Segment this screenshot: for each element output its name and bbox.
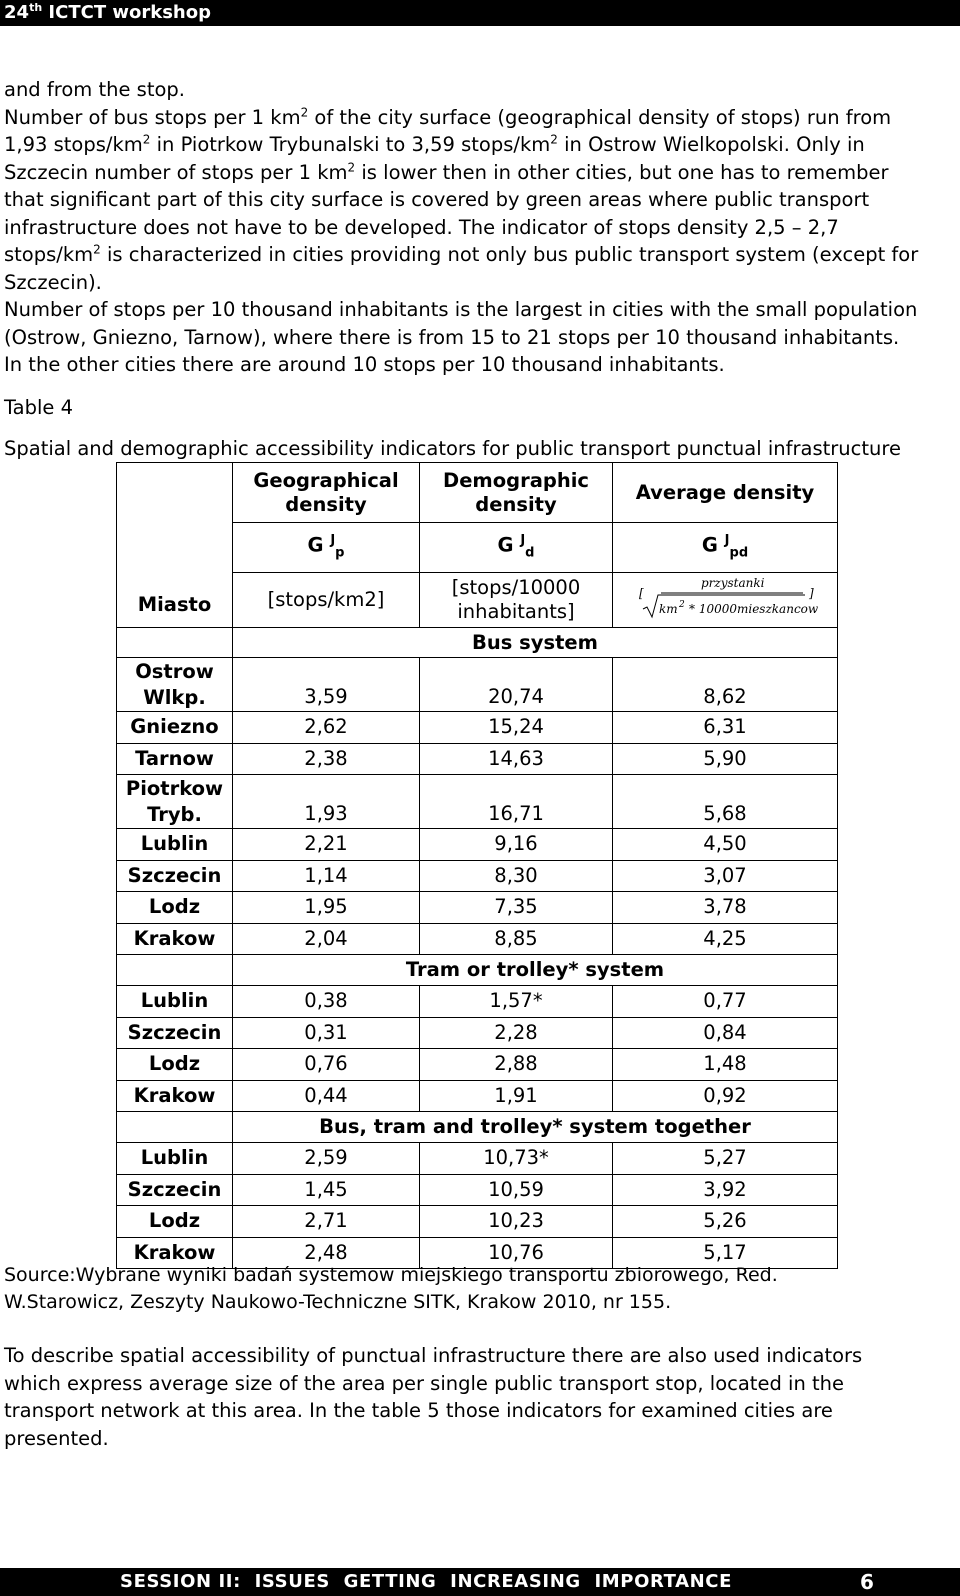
city-cell: Krakow [117,1237,233,1269]
col-header-average: Average density [613,463,838,523]
average-density-cell: 5,90 [613,743,838,775]
table-row [117,1174,838,1206]
workshop-title: ICTCT workshop [42,2,211,23]
section-spacer-cell [117,1112,233,1143]
demographic-density-cell: 1,57* [420,986,613,1018]
city-header: Miasto [137,593,212,616]
text-line: (Ostrow, Gniezno, Tarnow), where there is from 15 to 21 stops per 10 thousand inhabitants. [4,325,900,349]
symbol-gp: G $^J_p$ [233,523,420,573]
unit-stops-km2: [stops/km2] [233,573,420,628]
city-header-cell [117,463,233,628]
section-spacer-cell [117,628,233,658]
demographic-density-cell: 8,30 [420,860,613,892]
city-cell: Krakow [117,923,233,955]
section-row [117,628,838,658]
page-header [0,0,960,26]
geographical-density-cell: 2,21 [233,829,420,861]
section-row [117,955,838,986]
city-cell: Szczecin [117,860,233,892]
average-density-cell: 8,62 [613,658,838,712]
symbol-gpd: G $^J_{pd}$ [613,523,838,573]
demographic-density-cell: 10,73* [420,1143,613,1175]
table-row [117,923,838,955]
session-title: SESSION II: ISSUES GETTING INCREASING IMPORTANCE [120,1571,732,1592]
geographical-density-cell: 3,59 [233,658,420,712]
demographic-density-cell: 10,76 [420,1237,613,1269]
text-line: transport network at this area. In the table 5 those indicators for examined cities are [4,1399,833,1422]
city-cell: Lublin [117,829,233,861]
demographic-density-cell: 14,63 [420,743,613,775]
average-density-cell: 0,84 [613,1017,838,1049]
average-density-cell: 0,77 [613,986,838,1018]
section-row [117,1112,838,1143]
table-row [117,658,838,712]
text-line: Number of bus stops per 1 $km^2$ of the city surface (geographical density of stops) run from [4,105,892,129]
demographic-density-cell: 15,24 [420,712,613,744]
city-cell: Szczecin [117,1017,233,1049]
geographical-density-cell: 2,38 [233,743,420,775]
geographical-density-cell: 1,95 [233,892,420,924]
text-line: 1,93 stops/$km^2$ in Piotrkow Trybunalski to 3,59 stops/$km^2$ in Ostrow Wielkopolski. Only in [4,132,865,156]
table-row [117,829,838,861]
table-row [117,1080,838,1112]
average-density-cell: 5,17 [613,1237,838,1269]
geographical-density-cell: 1,14 [233,860,420,892]
geographical-density-cell: 0,38 [233,986,420,1018]
page-footer [0,1568,960,1596]
unit-stops-inhabitants: [stops/10000 inhabitants] [420,573,613,628]
formula-open-bracket: [ [639,586,644,600]
city-cell: Szczecin [117,1174,233,1206]
demographic-density-cell: 10,59 [420,1174,613,1206]
symbol-gd: G $^J_d$ [420,523,613,573]
text-line: Szczecin number of stops per 1 $km^2$ is lower then in other cities, but one has to remember [4,160,889,184]
city-cell: Lodz [117,1049,233,1081]
table-label: Table 4 [4,396,74,419]
text-line: stops/$km^2$ is characterized in cities providing not only bus public transport system (except for [4,242,919,266]
formula-denominator-km: km [659,602,678,616]
demographic-density-cell: 2,28 [420,1017,613,1049]
city-cell: Lublin [117,986,233,1018]
paragraph-stops-density [4,76,949,379]
text-line: presented. [4,1426,109,1450]
source-line-2: W.Starowicz, Zeszyty Naukowo-Techniczne SITK, Krakow 2010, nr 155. [4,1291,672,1313]
geographical-density-cell: 0,44 [233,1080,420,1112]
geographical-density-cell: 2,59 [233,1143,420,1175]
geographical-density-cell: 1,45 [233,1174,420,1206]
table-row [117,1049,838,1081]
geographical-density-cell: 2,62 [233,712,420,744]
average-density-cell: 5,27 [613,1143,838,1175]
demographic-density-cell: 7,35 [420,892,613,924]
table-row [117,1143,838,1175]
demographic-density-cell: 8,85 [420,923,613,955]
table-row [117,743,838,775]
city-cell: Piotrkow Tryb. [117,775,233,829]
formula-denominator-rest: * 10000mieszkancow [689,602,819,616]
average-density-cell: 0,92 [613,1080,838,1112]
demographic-density-cell: 16,71 [420,775,613,829]
average-density-cell: 5,68 [613,775,838,829]
text-line: Szczecin). [4,270,102,294]
average-density-cell: 4,25 [613,923,838,955]
geographical-density-cell: 1,93 [233,775,420,829]
table-row [117,892,838,924]
city-cell: Krakow [117,1080,233,1112]
table-row [117,712,838,744]
workshop-number-suffix: th [29,1,43,14]
text-line: Number of stops per 10 thousand inhabitants is the largest in cities with the small population [4,298,918,321]
indicators-table [116,462,838,1269]
city-cell: Ostrow Wlkp. [117,658,233,712]
workshop-number: 24 [4,2,30,23]
section-title: Bus, tram and trolley* system together [233,1112,838,1143]
average-density-cell: 5,26 [613,1206,838,1238]
demographic-density-cell: 20,74 [420,658,613,712]
city-cell: Lodz [117,1206,233,1238]
average-density-cell: 3,78 [613,892,838,924]
table-row [117,1206,838,1238]
table-row [117,1017,838,1049]
text-line: To describe spatial accessibility of punctual infrastructure there are also used indicators [4,1344,863,1367]
average-density-cell: 6,31 [613,712,838,744]
text-line: In the other cities there are around 10 stops per 10 thousand inhabitants. [4,353,725,376]
paragraph-spatial-accessibility [4,1342,949,1452]
demographic-density-cell: 9,16 [420,829,613,861]
col-header-demographic: Demographic density [420,463,613,523]
section-title: Tram or trolley* system [233,955,838,986]
demographic-density-cell: 10,23 [420,1206,613,1238]
formula-denominator-sup: 2 [679,600,685,610]
demographic-density-cell: 1,91 [420,1080,613,1112]
geographical-density-cell: 2,04 [233,923,420,955]
text-line: and from the stop. [4,78,185,101]
geographical-density-cell: 2,48 [233,1237,420,1269]
average-density-formula [625,573,825,621]
geographical-density-cell: 0,76 [233,1049,420,1081]
city-cell: Lublin [117,1143,233,1175]
page-number: 6 [860,1570,874,1594]
formula-close-bracket: ] [809,586,814,600]
demographic-density-cell: 2,88 [420,1049,613,1081]
text-line: that significant part of this city surface is covered by green areas where public transport [4,188,870,211]
average-density-cell: 1,48 [613,1049,838,1081]
table-caption: Spatial and demographic accessibility indicators for public transport punctual infrastructure [4,437,901,460]
geographical-density-cell: 0,31 [233,1017,420,1049]
section-title: Bus system [233,628,838,658]
average-density-cell: 3,92 [613,1174,838,1206]
source-line-1: Source:Wybrane wyniki badań systemow miejskiego transportu zbiorowego, Red. [4,1264,778,1286]
city-cell: Gniezno [117,712,233,744]
col-header-geographical: Geographical density [233,463,420,523]
formula-numerator: przystanki [701,576,765,590]
average-density-cell: 3,07 [613,860,838,892]
average-density-cell: 4,50 [613,829,838,861]
city-cell: Tarnow [117,743,233,775]
city-cell: Lodz [117,892,233,924]
table-row [117,775,838,829]
geographical-density-cell: 2,71 [233,1206,420,1238]
text-line: infrastructure does not have to be developed. The indicator of stops density 2,5 – 2,7 [4,215,839,239]
table-row [117,986,838,1018]
table-row [117,860,838,892]
text-line: which express average size of the area per single public transport stop, located in the [4,1371,845,1395]
section-spacer-cell [117,955,233,986]
formula-cell [613,573,838,628]
